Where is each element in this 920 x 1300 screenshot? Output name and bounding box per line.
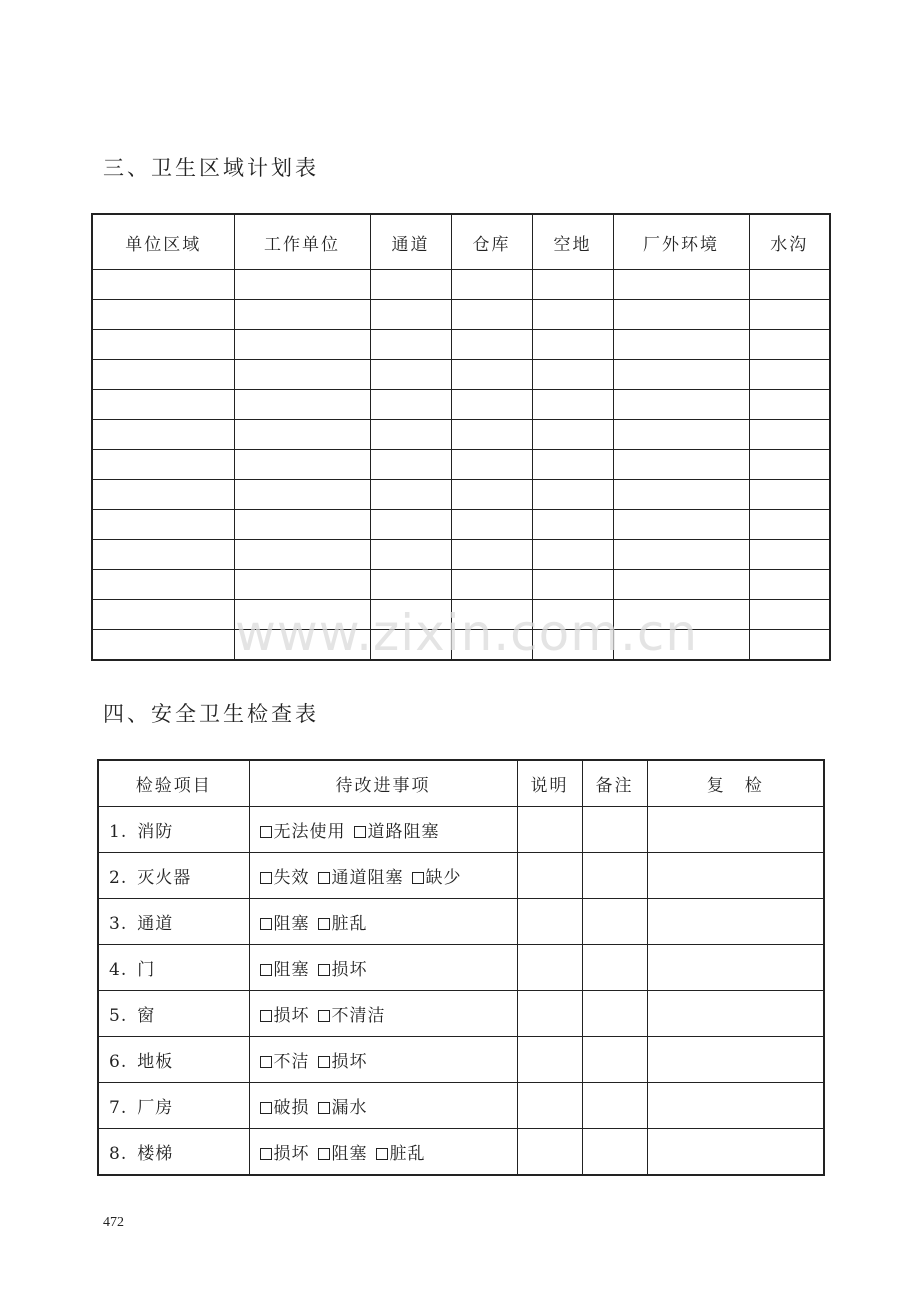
option-checkbox[interactable] [318,1006,386,1026]
checkbox-icon[interactable] [260,1148,272,1160]
table-cell[interactable] [92,300,234,330]
option-checkbox[interactable] [260,868,310,888]
header-ditch: 水沟 [749,214,830,270]
option-label: 不清洁 [331,1006,386,1026]
inspection-item-cell [98,1129,249,1176]
item-label: 楼梯 [137,1144,174,1164]
recheck-cell[interactable] [647,1083,824,1129]
table-row [92,570,830,600]
option-checkbox[interactable] [318,868,404,888]
table-row [98,991,824,1037]
table-cell[interactable] [370,300,451,330]
option-label: 阻塞 [331,1144,368,1164]
description-cell[interactable] [517,899,582,945]
table-row [92,510,830,540]
improvement-options-cell [249,1037,517,1083]
watermark: www.zixin.com.cn [235,604,699,662]
table-row [98,899,824,945]
table-row [98,1129,824,1176]
description-cell[interactable] [517,945,582,991]
option-label: 损坏 [331,960,368,980]
recheck-cell[interactable] [647,899,824,945]
table-cell[interactable] [234,510,370,540]
table-cell[interactable] [451,510,532,540]
description-cell[interactable] [517,1083,582,1129]
table-cell[interactable] [370,480,451,510]
table-cell[interactable] [370,420,451,450]
table-cell[interactable] [749,270,830,300]
option-checkbox[interactable] [260,960,310,980]
header-work-unit: 工作单位 [234,214,370,270]
table-cell[interactable] [370,270,451,300]
checkbox-icon[interactable] [318,1148,330,1160]
page-number: 472 [103,1215,124,1230]
recheck-cell[interactable] [647,991,824,1037]
table-cell[interactable] [451,270,532,300]
remarks-cell[interactable] [582,1083,647,1129]
table-cell[interactable] [451,540,532,570]
checkbox-icon[interactable] [260,1102,272,1114]
description-cell[interactable] [517,991,582,1037]
table-cell[interactable] [370,390,451,420]
table-cell[interactable] [749,510,830,540]
table-cell[interactable] [234,420,370,450]
inspection-item-cell [98,945,249,991]
table-header-row [92,214,830,270]
table-cell[interactable] [532,390,613,420]
table-cell[interactable] [370,570,451,600]
table-cell[interactable] [451,570,532,600]
table-cell[interactable] [749,600,830,630]
inspection-item-cell [98,899,249,945]
table-cell[interactable] [613,540,749,570]
table-row [92,360,830,390]
table-cell[interactable] [370,510,451,540]
item-number: 2. [109,868,128,888]
item-number: 7. [109,1098,128,1118]
improvement-options-cell [249,1129,517,1176]
option-checkbox[interactable] [412,868,462,888]
item-label: 消防 [137,822,174,842]
recheck-cell[interactable] [647,853,824,899]
table-cell[interactable] [234,360,370,390]
table-cell[interactable] [613,570,749,600]
header-warehouse: 仓库 [451,214,532,270]
table-cell[interactable] [532,270,613,300]
remarks-cell[interactable] [582,1037,647,1083]
remarks-cell[interactable] [582,1129,647,1176]
item-label: 地板 [137,1052,174,1072]
table-row [98,1083,824,1129]
item-label: 窗 [137,1006,156,1026]
option-label: 损坏 [273,1144,310,1164]
recheck-cell[interactable] [647,1037,824,1083]
table-row [92,480,830,510]
option-checkbox[interactable] [260,914,310,934]
header-outside-environment: 厂外环境 [613,214,749,270]
table-cell[interactable] [370,330,451,360]
table-row [92,330,830,360]
checkbox-icon[interactable] [260,1010,272,1022]
table-cell[interactable] [92,270,234,300]
table-cell[interactable] [92,540,234,570]
table-cell[interactable] [234,330,370,360]
table-header-row [98,760,824,807]
option-checkbox[interactable] [260,1144,310,1164]
table-cell[interactable] [92,510,234,540]
option-checkbox[interactable] [260,822,346,842]
description-cell[interactable] [517,853,582,899]
improvement-options-cell [249,807,517,853]
option-checkbox[interactable] [318,914,368,934]
header-remarks: 备注 [582,760,647,807]
option-label: 脏乱 [331,914,368,934]
description-cell[interactable] [517,807,582,853]
checkbox-icon[interactable] [260,918,272,930]
inspection-item-cell [98,807,249,853]
remarks-cell[interactable] [582,853,647,899]
table-cell[interactable] [370,540,451,570]
item-number: 3. [109,914,128,934]
table-cell[interactable] [234,480,370,510]
section4-title: 四、安全卫生检查表 [103,702,319,726]
checkbox-icon[interactable] [318,964,330,976]
option-label: 通道阻塞 [331,868,404,888]
header-passage: 通道 [370,214,451,270]
inspection-item-cell [98,1037,249,1083]
table-cell[interactable] [532,420,613,450]
option-label: 阻塞 [273,960,310,980]
checkbox-icon[interactable] [260,1056,272,1068]
item-label: 门 [137,960,156,980]
table-cell[interactable] [92,450,234,480]
option-checkbox[interactable] [318,1098,368,1118]
table-cell[interactable] [532,570,613,600]
table-cell[interactable] [451,300,532,330]
item-label: 灭火器 [137,868,192,888]
improvement-options-cell [249,899,517,945]
item-label: 通道 [137,914,174,934]
inspection-item-cell [98,991,249,1037]
table-cell[interactable] [451,420,532,450]
table-row [98,807,824,853]
item-number: 5. [109,1006,128,1026]
checkbox-icon[interactable] [260,826,272,838]
recheck-cell[interactable] [647,1129,824,1176]
header-open-space: 空地 [532,214,613,270]
table-cell[interactable] [749,300,830,330]
table-cell[interactable] [451,330,532,360]
option-label: 脏乱 [389,1144,426,1164]
option-label: 损坏 [331,1052,368,1072]
recheck-cell[interactable] [647,807,824,853]
table-row [98,945,824,991]
checkbox-icon[interactable] [318,918,330,930]
table-cell[interactable] [234,540,370,570]
table-cell[interactable] [92,390,234,420]
table-cell[interactable] [613,330,749,360]
checkbox-icon[interactable] [318,1010,330,1022]
option-checkbox[interactable] [260,1098,310,1118]
option-label: 无法使用 [273,822,346,842]
table-cell[interactable] [613,360,749,390]
table-cell[interactable] [613,450,749,480]
improvement-options-cell [249,1083,517,1129]
option-checkbox[interactable] [318,1052,368,1072]
table-cell[interactable] [234,300,370,330]
option-checkbox[interactable] [318,1144,368,1164]
option-label: 失效 [273,868,310,888]
table-row [92,450,830,480]
table-cell[interactable] [234,390,370,420]
checkbox-icon[interactable] [318,872,330,884]
option-label: 漏水 [331,1098,368,1118]
table-cell[interactable] [451,480,532,510]
table-row [92,390,830,420]
checkbox-icon[interactable] [318,1102,330,1114]
table-cell[interactable] [532,330,613,360]
table-row [98,1037,824,1083]
option-label: 破损 [273,1098,310,1118]
option-checkbox[interactable] [318,960,368,980]
header-description: 说明 [517,760,582,807]
table-cell[interactable] [370,360,451,390]
table-row [92,270,830,300]
checkbox-icon[interactable] [376,1148,388,1160]
option-checkbox[interactable] [260,1006,310,1026]
table-cell[interactable] [451,360,532,390]
table-cell[interactable] [370,450,451,480]
table-cell[interactable] [749,480,830,510]
item-number: 1. [109,822,128,842]
table-row [92,300,830,330]
table-cell[interactable] [749,540,830,570]
table-cell[interactable] [613,420,749,450]
option-label: 阻塞 [273,914,310,934]
description-cell[interactable] [517,1037,582,1083]
table-cell[interactable] [92,330,234,360]
option-checkbox[interactable] [376,1144,426,1164]
table-cell[interactable] [92,360,234,390]
table-cell[interactable] [234,270,370,300]
table-cell[interactable] [451,390,532,420]
table-cell[interactable] [749,420,830,450]
table-cell[interactable] [749,570,830,600]
table-cell[interactable] [92,480,234,510]
item-label: 厂房 [137,1098,174,1118]
item-number: 6. [109,1052,128,1072]
inspection-item-cell [98,1083,249,1129]
sanitation-plan-table [91,213,831,661]
table-cell[interactable] [234,450,370,480]
remarks-cell[interactable] [582,807,647,853]
table-cell[interactable] [749,630,830,661]
table-cell[interactable] [532,360,613,390]
checkbox-icon[interactable] [260,964,272,976]
header-inspection-item: 检验项目 [98,760,249,807]
table-cell[interactable] [234,570,370,600]
table-cell[interactable] [749,390,830,420]
item-number: 8. [109,1144,128,1164]
option-label: 道路阻塞 [367,822,440,842]
table-cell[interactable] [613,510,749,540]
option-checkbox[interactable] [354,822,440,842]
remarks-cell[interactable] [582,899,647,945]
option-checkbox[interactable] [260,1052,310,1072]
table-cell[interactable] [532,510,613,540]
table-cell[interactable] [92,600,234,630]
section3-title: 三、卫生区域计划表 [103,156,319,180]
table-cell[interactable] [613,390,749,420]
improvement-options-cell [249,853,517,899]
header-unit-area: 单位区域 [92,214,234,270]
table-cell[interactable] [749,330,830,360]
recheck-cell[interactable] [647,945,824,991]
table-cell[interactable] [92,570,234,600]
checkbox-icon[interactable] [318,1056,330,1068]
table-cell[interactable] [749,450,830,480]
table-cell[interactable] [451,450,532,480]
inspection-item-cell [98,853,249,899]
table-cell[interactable] [613,270,749,300]
checkbox-icon[interactable] [354,826,366,838]
checkbox-icon[interactable] [260,872,272,884]
table-row [98,853,824,899]
table-cell[interactable] [92,420,234,450]
header-improvement-items: 待改进事项 [249,760,517,807]
option-label: 不洁 [273,1052,310,1072]
remarks-cell[interactable] [582,945,647,991]
table-cell[interactable] [532,450,613,480]
option-label: 损坏 [273,1006,310,1026]
table-row [92,420,830,450]
table-row [92,540,830,570]
table-cell[interactable] [613,300,749,330]
table-cell[interactable] [613,480,749,510]
table-cell[interactable] [532,480,613,510]
safety-inspection-table [97,759,825,1176]
checkbox-icon[interactable] [412,872,424,884]
remarks-cell[interactable] [582,991,647,1037]
table-cell[interactable] [749,360,830,390]
improvement-options-cell [249,991,517,1037]
item-number: 4. [109,960,128,980]
header-recheck: 复 检 [647,760,824,807]
description-cell[interactable] [517,1129,582,1176]
improvement-options-cell [249,945,517,991]
table-cell[interactable] [532,300,613,330]
table-cell[interactable] [532,540,613,570]
table-cell[interactable] [92,630,234,661]
option-label: 缺少 [425,868,462,888]
